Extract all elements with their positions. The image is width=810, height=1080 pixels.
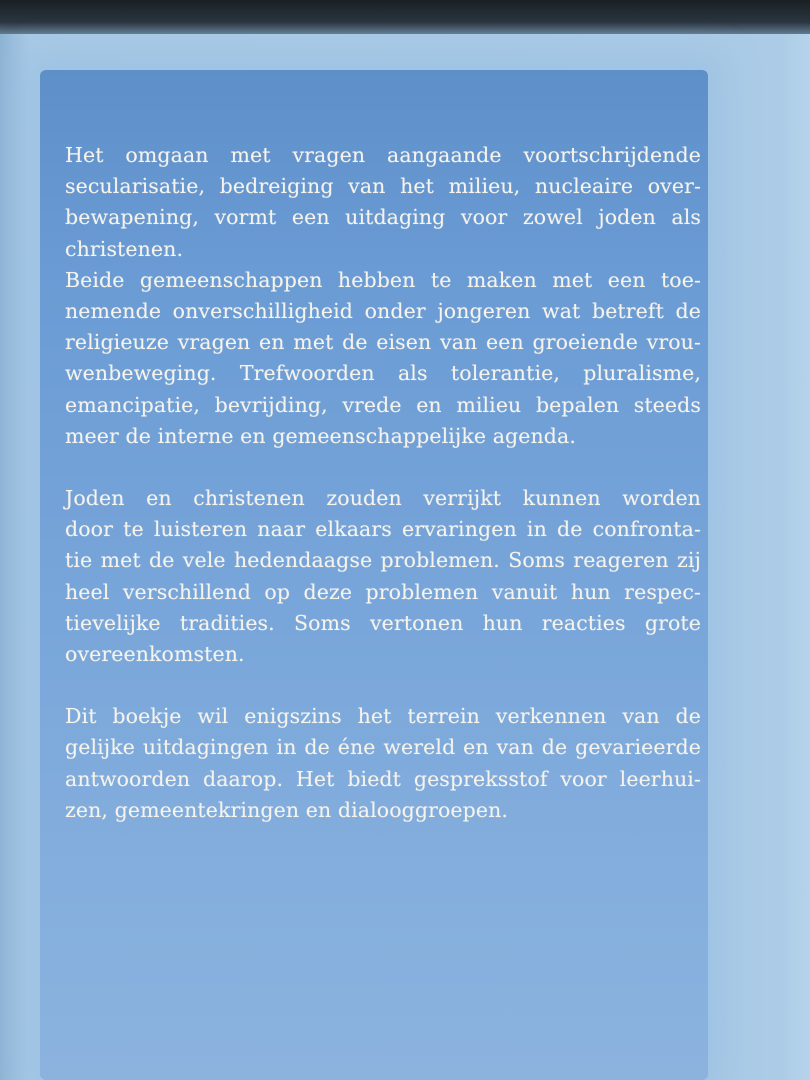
paragraph-1 bbox=[65, 140, 701, 452]
text-line: door te luisteren naar elkaars ervaringen in de confronta- bbox=[65, 517, 701, 542]
text-line: zen, gemeentekringen en dialooggroepen. bbox=[65, 797, 509, 822]
text-line: tie met de vele hedendaagse problemen. Soms reageren zij bbox=[65, 548, 701, 573]
text-line: Joden en christenen zouden verrijkt kunnen worden bbox=[65, 486, 701, 511]
text-line: religieuze vragen en met de eisen van een groeiende vrou- bbox=[65, 330, 701, 355]
paragraph-3 bbox=[65, 701, 701, 826]
text-line: wenbeweging. Trefwoorden als tolerantie, pluralisme, bbox=[65, 361, 701, 386]
paragraph-2 bbox=[65, 483, 701, 670]
text-line: Beide gemeenschappen hebben te maken met een toe- bbox=[65, 267, 701, 292]
text-line: Dit boekje wil enigszins het terrein verkennen van de bbox=[65, 704, 701, 729]
text-line: overeenkomsten. bbox=[65, 642, 245, 667]
text-line: emancipatie, bevrijding, vrede en milieu bepalen steeds bbox=[65, 392, 701, 417]
text-line: Het omgaan met vragen aangaande voortschrijdende bbox=[65, 143, 701, 167]
text-line: christenen. bbox=[65, 236, 184, 261]
back-cover-text bbox=[65, 140, 701, 826]
text-line: meer de interne en gemeenschappelijke agenda. bbox=[65, 423, 576, 448]
text-line: bewapening, vormt een uitdaging voor zowel joden als bbox=[65, 205, 701, 230]
text-line: nemende onverschilligheid onder jongeren wat betreft de bbox=[65, 299, 701, 324]
text-line: secularisatie, bedreiging van het milieu, nucleaire over- bbox=[65, 174, 701, 199]
text-line: antwoorden daarop. Het biedt gespreksstof voor leerhui- bbox=[65, 766, 701, 791]
text-line: heel verschillend op deze problemen vanuit hun respec- bbox=[65, 579, 701, 604]
paragraph-gap bbox=[65, 452, 701, 483]
text-line: gelijke uitdagingen in de éne wereld en van de gevarieerde bbox=[65, 735, 701, 760]
text-line: tievelijke tradities. Soms vertonen hun reacties grote bbox=[65, 610, 701, 635]
paragraph-gap bbox=[65, 670, 701, 701]
